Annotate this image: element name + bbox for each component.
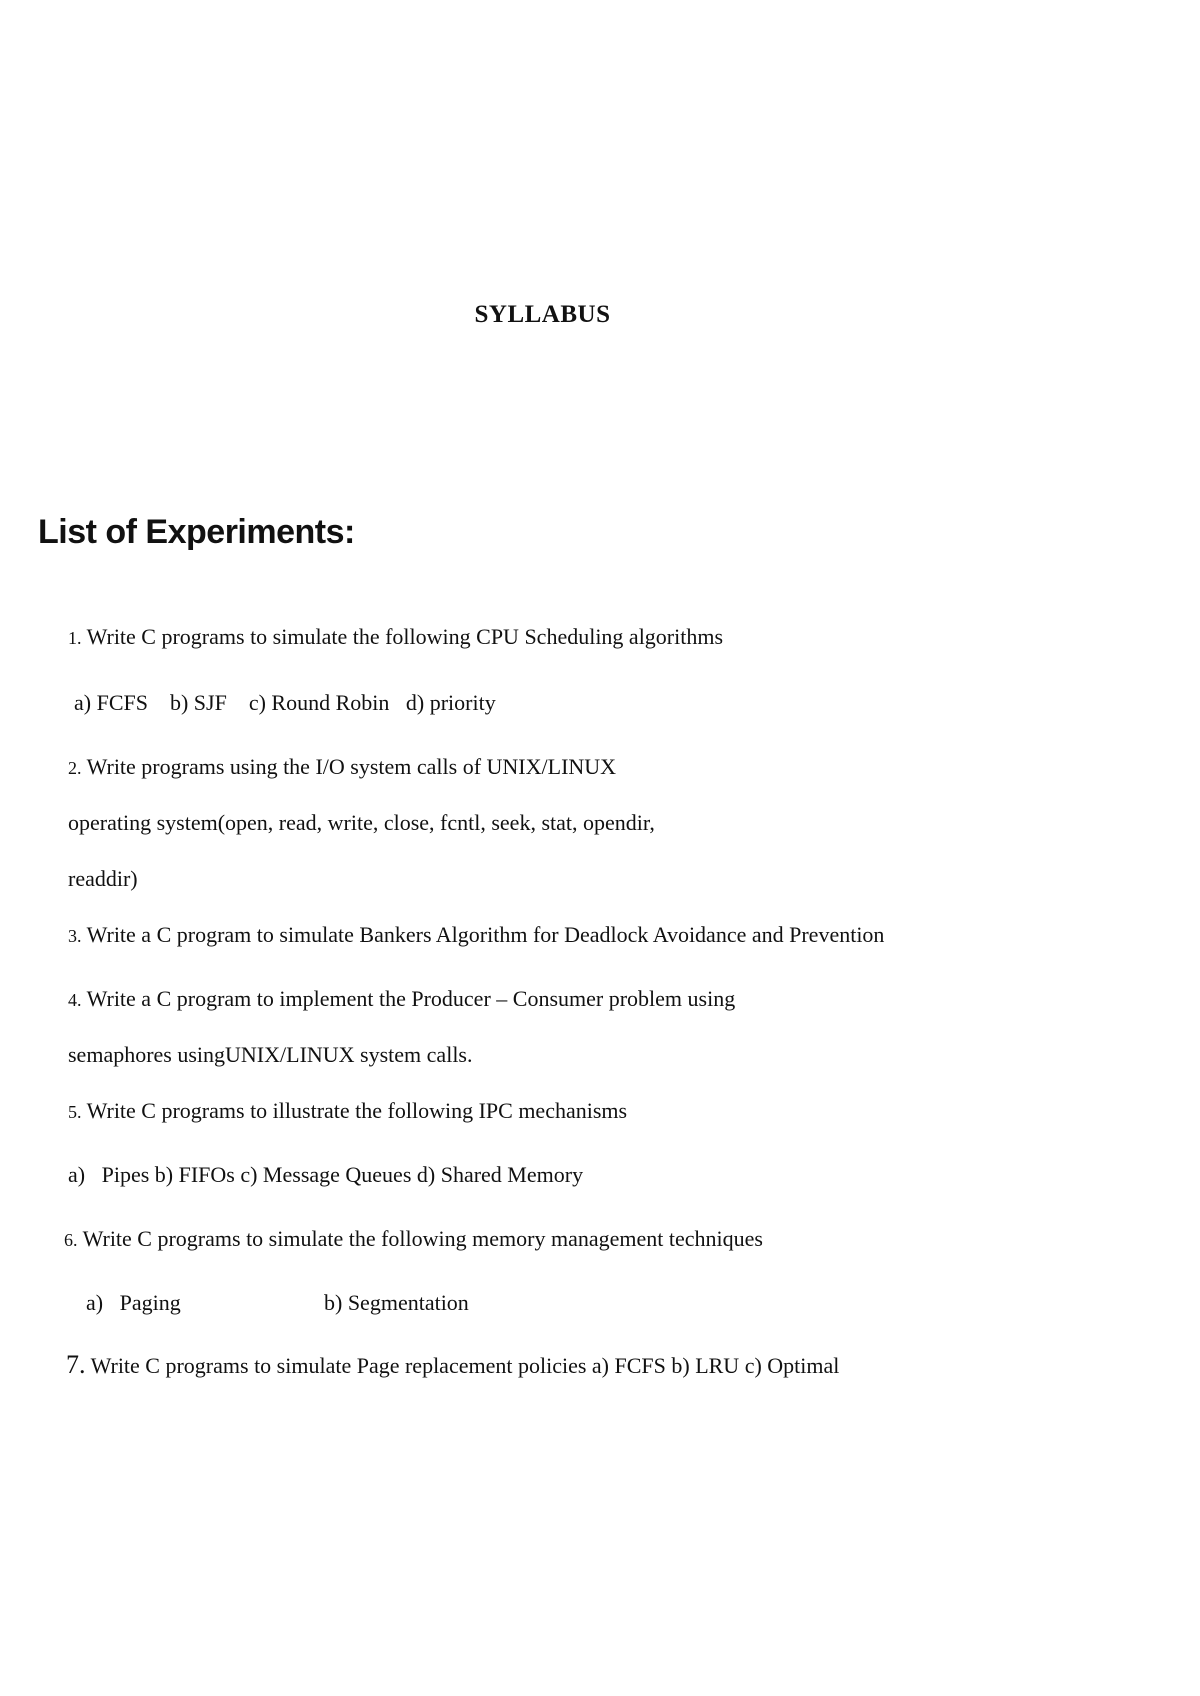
experiment-1: [68, 624, 723, 650]
experiment-7: [66, 1350, 839, 1380]
experiment-5: [68, 1098, 627, 1124]
list-number: 7.: [66, 1350, 86, 1379]
experiment-6-option-a: a) Paging: [86, 1290, 181, 1315]
list-item-text: Write C programs to simulate the following memory management techniques: [77, 1226, 763, 1251]
list-number: 6.: [64, 1230, 78, 1250]
experiment-1-options: a) FCFS b) SJF c) Round Robin d) priority: [74, 690, 496, 715]
list-item-text: Write programs using the I/O system calls of UNIX/LINUX: [81, 754, 617, 779]
list-number: 4.: [68, 990, 82, 1010]
list-number: 2.: [68, 758, 82, 778]
list-number: 5.: [68, 1102, 82, 1122]
page-title: SYLLABUS: [474, 301, 611, 328]
experiment-6: [64, 1226, 763, 1252]
list-item-text: Write a C program to implement the Producer – Consumer problem using: [81, 986, 736, 1011]
experiment-3: [68, 922, 884, 948]
list-item-text: Write C programs to simulate Page replacement policies a) FCFS b) LRU c) Optimal: [85, 1353, 840, 1378]
experiment-5-options: a) Pipes b) FIFOs c) Message Queues d) Shared Memory: [68, 1162, 584, 1187]
list-item-text: Write C programs to simulate the following CPU Scheduling algorithms: [81, 624, 724, 649]
list-item-text: Write C programs to illustrate the following IPC mechanisms: [81, 1098, 628, 1123]
experiment-6-option-b: b) Segmentation: [324, 1290, 469, 1315]
experiment-2-continued: operating system(open, read, write, close, fcntl, seek, stat, opendir,: [68, 810, 655, 835]
experiment-2-continued: readdir): [68, 866, 138, 891]
experiment-4: [68, 986, 735, 1012]
section-heading: List of Experiments:: [38, 513, 355, 551]
list-number: 1.: [68, 628, 82, 648]
experiment-2: [68, 754, 616, 780]
experiment-4-continued: semaphores usingUNIX/LINUX system calls.: [68, 1042, 473, 1067]
list-item-text: Write a C program to simulate Bankers Algorithm for Deadlock Avoidance and Prevention: [81, 922, 885, 947]
list-number: 3.: [68, 926, 82, 946]
